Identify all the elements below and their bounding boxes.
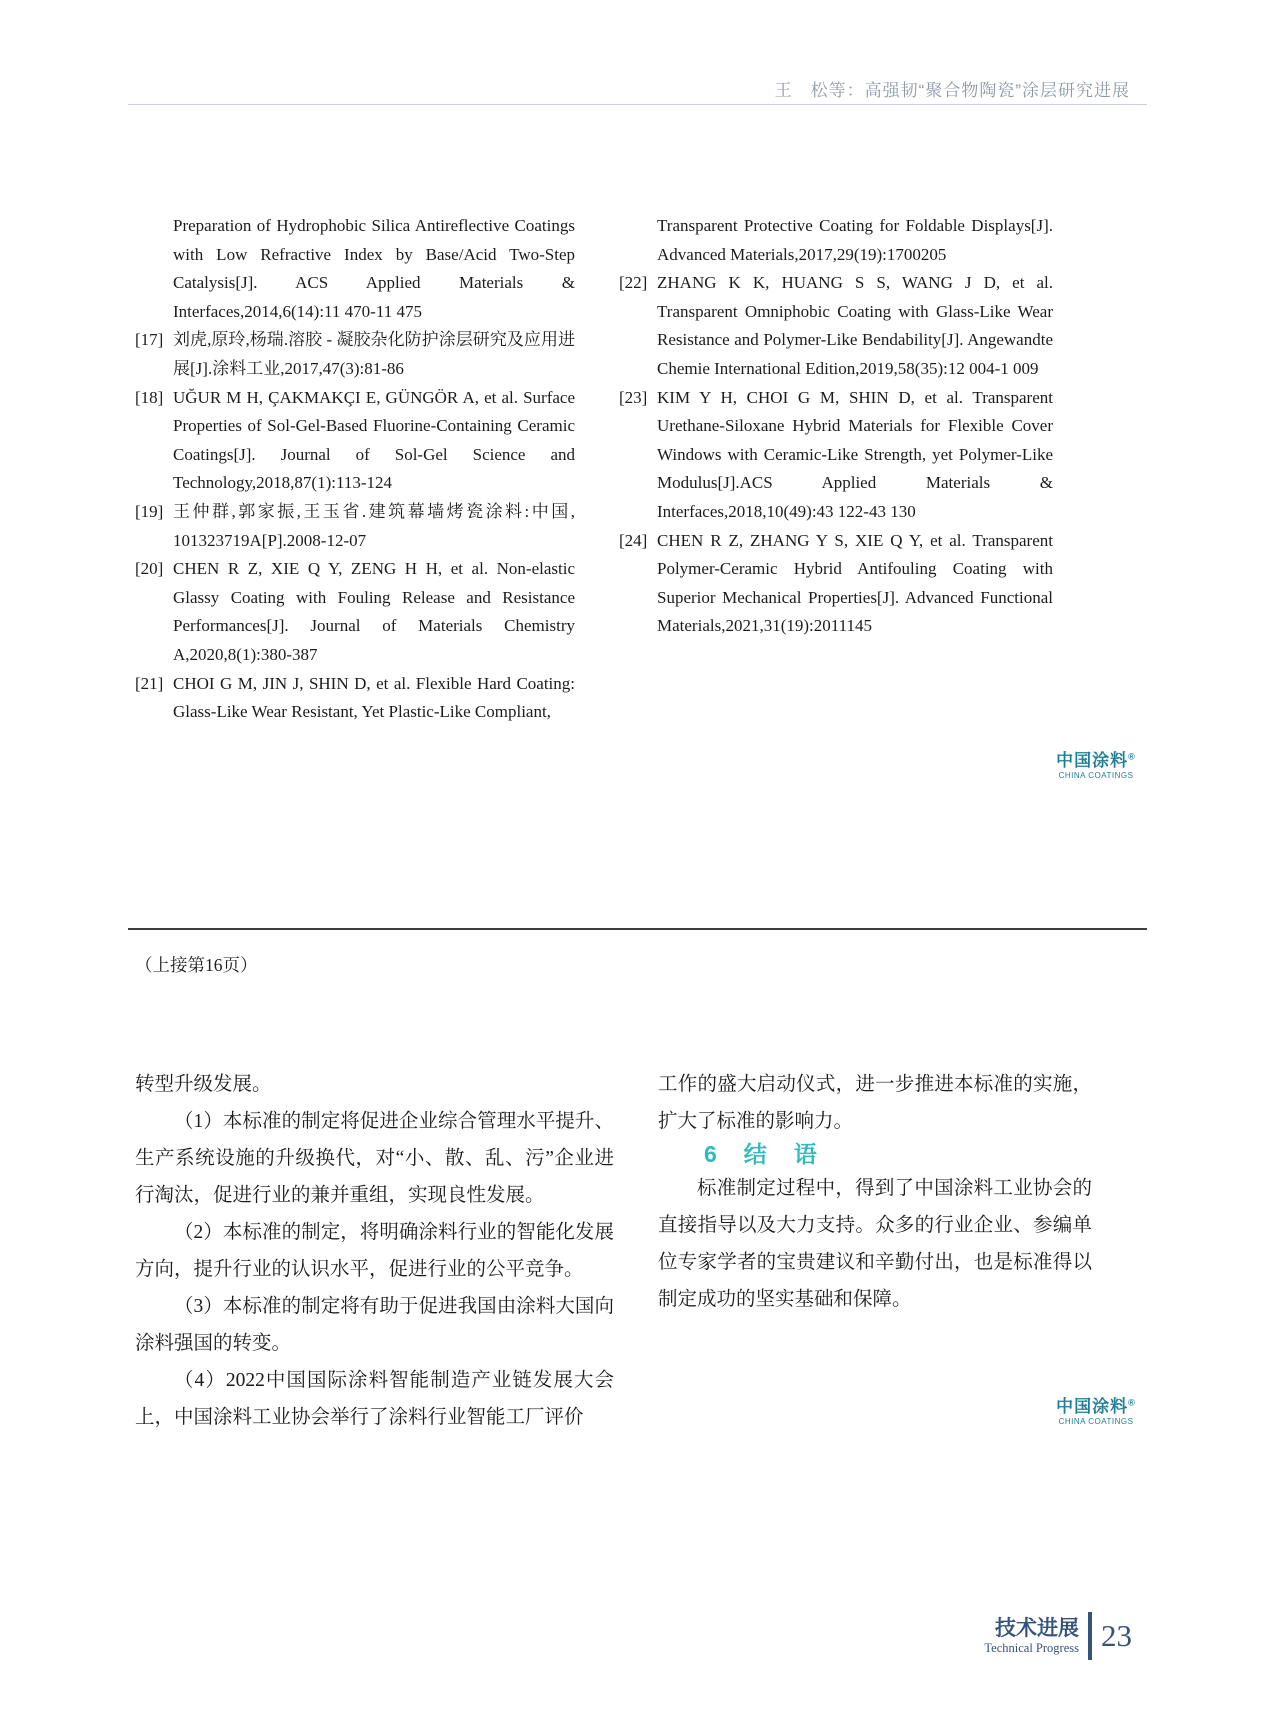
references-column-right xyxy=(619,212,1053,727)
logo-subtext: CHINA COATINGS xyxy=(1058,1416,1134,1426)
reference-item xyxy=(619,212,1053,269)
reference-text: 王仲群,郭家振,王玉省.建筑幕墙烤瓷涂料:中国, 101323719A[P].2008-12-07 xyxy=(173,501,575,550)
article-paragraph: 转型升级发展。 xyxy=(135,1074,272,1095)
footer-section-name-cn: 技术进展 xyxy=(995,1616,1079,1640)
reference-number: [19] xyxy=(135,501,164,521)
reference-number: [17] xyxy=(135,330,164,350)
footer-section-labels xyxy=(984,1617,1079,1656)
reference-text: CHOI G M, JIN J, SHIN D, et al. Flexible Hard Coating: Glass-Like Wear Resistant, Yet Plastic-Like Compliant, xyxy=(173,673,575,722)
article-paragraph: 工作的盛大启动仪式，进一步推进本标准的实施，扩大了标准的影响力。 xyxy=(658,1074,1092,1132)
reference-text: CHEN R Z, XIE Q Y, ZENG H H, et al. Non-elastic Glassy Coating with Fouling Release and Resistance Performances[J]. Journal of Materials Chemistry A,2020,8(1):380-387 xyxy=(173,559,575,664)
footer-divider-bar xyxy=(1088,1612,1092,1660)
logo-subtext: CHINA COATINGS xyxy=(1058,770,1134,780)
footer-section-name-en: Technical Progress xyxy=(984,1640,1079,1655)
reference-number: [22] xyxy=(619,273,648,293)
reference-number: [23] xyxy=(619,387,648,407)
reference-item xyxy=(619,384,1053,527)
reference-item xyxy=(619,269,1053,383)
registered-trademark-icon: ® xyxy=(1128,751,1136,762)
logo-wordmark: 中国涂料® xyxy=(1056,1397,1136,1416)
section-divider xyxy=(128,928,1147,930)
reference-number: [21] xyxy=(135,673,164,693)
reference-number: [18] xyxy=(135,387,164,407)
article-column-right xyxy=(658,1066,1092,1436)
article-paragraph: （1）本标准的制定将促进企业综合管理水平提升、生产系统设施的升级换代，对“小、散、乱、污”企业进行淘汰，促进行业的兼并重组，实现良性发展。 xyxy=(135,1111,614,1206)
article-paragraph: 标准制定过程中，得到了中国涂料工业协会的直接指导以及大力支持。众多的行业企业、参编单位专家学者的宝贵建议和辛勤付出，也是标准得以制定成功的坚实基础和保障。 xyxy=(658,1177,1092,1310)
header-divider xyxy=(128,104,1147,105)
continuation-note: （上接第16页） xyxy=(135,955,258,975)
china-coatings-logo xyxy=(1050,1398,1142,1426)
reference-item xyxy=(135,555,575,669)
article-column-left xyxy=(135,1066,614,1436)
reference-item xyxy=(135,498,575,555)
reference-text: Transparent Protective Coating for Foldable Displays[J]. Advanced Materials,2017,29(19):1700205 xyxy=(657,216,1053,264)
logo-wordmark: 中国涂料® xyxy=(1056,751,1136,770)
article-section xyxy=(135,1066,1092,1436)
reference-number: [24] xyxy=(619,530,648,550)
reference-text: 刘虎,原玲,杨瑞.溶胶 - 凝胶杂化防护涂层研究及应用进展[J].涂料工业,2017,47(3):81-86 xyxy=(173,330,575,378)
reference-number: [20] xyxy=(135,559,164,579)
article-paragraph: （3）本标准的制定将有助于促进我国由涂料大国向涂料强国的转变。 xyxy=(135,1296,614,1354)
references-section xyxy=(135,212,1093,727)
reference-item xyxy=(619,527,1053,641)
section-heading-conclusion: 6 结 语 xyxy=(704,1141,819,1167)
page-footer xyxy=(0,1612,1132,1660)
article-right-intro xyxy=(658,1066,1092,1140)
article-paragraph: （4）2022中国国际涂料智能制造产业链发展大会上，中国涂料工业协会举行了涂料行业智能工厂评价 xyxy=(135,1370,614,1428)
running-head-title: 王 松等：高强韧“聚合物陶瓷”涂层研究进展 xyxy=(774,81,1130,100)
china-coatings-logo xyxy=(1050,752,1142,780)
article-paragraph: （2）本标准的制定，将明确涂料行业的智能化发展方向，提升行业的认识水平，促进行业的公平竞争。 xyxy=(135,1222,614,1280)
registered-trademark-icon: ® xyxy=(1128,1397,1136,1408)
page-number: 23 xyxy=(1101,1618,1132,1653)
reference-item xyxy=(135,384,575,498)
references-column-left xyxy=(135,212,575,727)
reference-text: CHEN R Z, ZHANG Y S, XIE Q Y, et al. Transparent Polymer-Ceramic Hybrid Antifouling Coating with Superior Mechanical Properties[J]. Advanced Functional Materials,2021,31(19):2011145 xyxy=(657,530,1053,636)
article-right-body xyxy=(658,1170,1092,1318)
reference-text: KIM Y H, CHOI G M, SHIN D, et al. Transparent Urethane-Siloxane Hybrid Materials for Flexible Cover Windows with Ceramic-Like Strength, yet Polymer-Like Modulus[J].ACS Applied Materials & Interfaces,2018,10(49):43 122-43 130 xyxy=(657,387,1053,521)
reference-text: UĞUR M H, ÇAKMAKÇI E, GÜNGÖR A, et al. Surface Properties of Sol-Gel-Based Fluorine-Containing Ceramic Coatings[J]. Journal of Sol-Gel Science and Technology,2018,87(1):113-124 xyxy=(173,387,575,493)
reference-text: ZHANG K K, HUANG S S, WANG J D, et al. Transparent Omniphobic Coating with Glass-Like Wear Resistance and Polymer-Like Bendability[J]. Angewandte Chemie International Edition,2019,58(35):12 004-1 009 xyxy=(657,273,1053,378)
reference-text: Preparation of Hydrophobic Silica Antireflective Coatings with Low Refractive Index by Base/Acid Two-Step Catalysis[J]. ACS Applied Materials & Interfaces,2014,6(14):11 470-11 475 xyxy=(173,216,575,321)
reference-item xyxy=(135,670,575,727)
reference-item xyxy=(135,326,575,383)
reference-item xyxy=(135,212,575,326)
